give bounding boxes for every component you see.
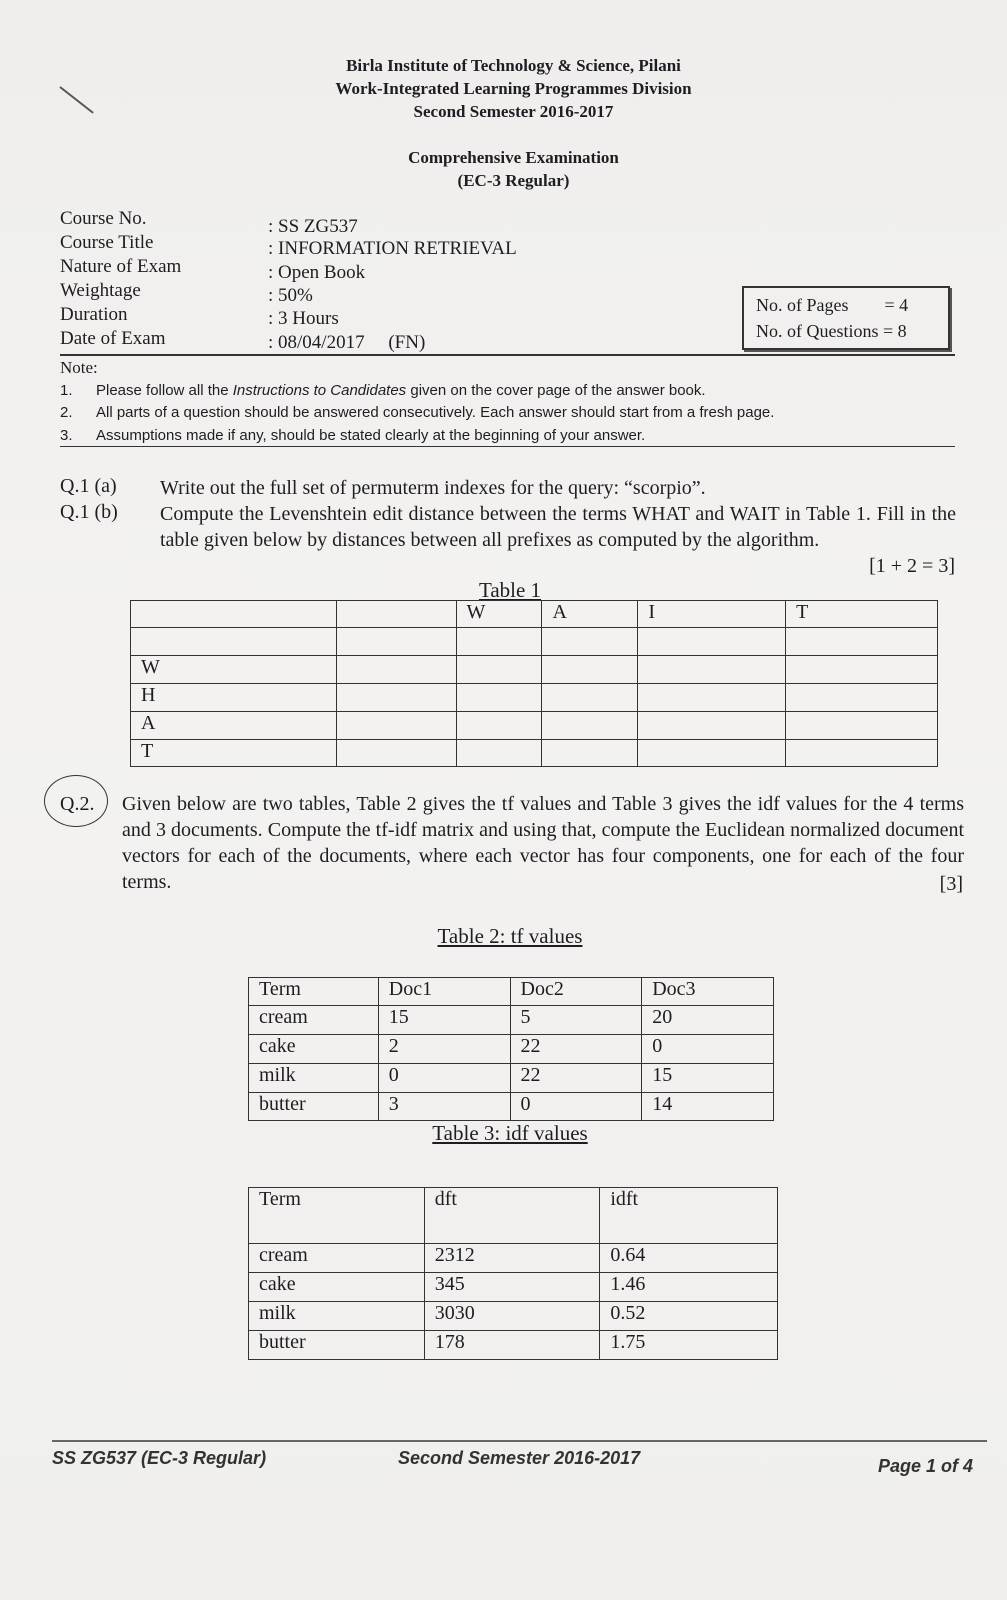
table-cell <box>786 740 938 767</box>
table-cell <box>638 628 786 656</box>
meta-value: : INFORMATION RETRIEVAL <box>268 238 517 259</box>
institute-name: Birla Institute of Technology & Science, Pilani <box>346 56 681 75</box>
note-number: 2. <box>60 404 73 421</box>
table-cell: W <box>456 601 542 628</box>
table-cell: 1.75 <box>600 1331 778 1360</box>
question-label: Q.1 (b) <box>60 501 118 523</box>
table-cell <box>542 712 638 740</box>
question-marks: [1 + 2 = 3] <box>869 555 955 577</box>
table-cell: 15 <box>378 1006 510 1035</box>
note-text: given on the cover page of the answer book. <box>406 382 706 399</box>
note-item <box>60 427 645 444</box>
meta-value: : SS ZG537 <box>268 216 358 237</box>
table-cell: butter <box>249 1093 379 1121</box>
question-marks: [3] <box>939 873 963 895</box>
meta-value: : 3 Hours <box>268 308 339 329</box>
divider <box>60 446 955 447</box>
meta-label: Weightage <box>60 280 141 301</box>
table-cell: 178 <box>424 1331 600 1360</box>
question-text: Given below are two tables, Table 2 gives the tf values and Table 3 gives the idf values for the 4 terms and 3 documents. Compute the tf-idf matrix and using that, compute the Euclidean normalized document vectors for each of the documents, where each vector has four components, one for each of the four terms. <box>122 793 964 893</box>
table-row <box>249 1093 774 1121</box>
note-item <box>60 382 706 399</box>
note-text: All parts of a question should be answered consecutively. Each answer should start from a fresh page. <box>96 404 775 421</box>
table-cell: 0 <box>378 1064 510 1093</box>
table-cell <box>336 740 456 767</box>
question-label: Q.2. <box>60 793 95 815</box>
table-cell: 0 <box>642 1035 774 1064</box>
meta-label: Nature of Exam <box>60 256 182 277</box>
questions-count: No. of Questions = 8 <box>756 321 907 341</box>
table-caption: Table 3: idf values <box>432 1121 588 1145</box>
note-number: 1. <box>60 382 73 399</box>
table-cell <box>131 628 337 656</box>
table-row <box>131 656 938 684</box>
table-cell <box>456 628 542 656</box>
meta-value: : 50% <box>268 285 313 306</box>
table-row <box>131 684 938 712</box>
levenshtein-table <box>130 600 938 767</box>
footer-page: Page 1 of 4 <box>878 1456 974 1476</box>
table-cell: 2312 <box>424 1244 600 1273</box>
exam-type: (EC-3 Regular) <box>457 171 570 190</box>
note-italic: Instructions to Candidates <box>232 382 407 399</box>
table-cell: cream <box>249 1006 379 1035</box>
exam-title: Comprehensive Examination <box>408 148 619 167</box>
meta-label: Course Title <box>60 232 154 253</box>
table-header-row <box>249 1188 778 1244</box>
table-cell: 2 <box>378 1035 510 1064</box>
table-cell <box>336 628 456 656</box>
table-cell: 3030 <box>424 1302 600 1331</box>
meta-value: : 08/04/2017 (FN) <box>268 332 426 353</box>
semester-label: Second Semester 2016-2017 <box>413 102 614 121</box>
table-cell <box>336 712 456 740</box>
table-header-row <box>249 978 774 1006</box>
table-cell: cream <box>249 1244 425 1273</box>
table-cell: 15 <box>642 1064 774 1093</box>
note-text: Please follow all the <box>96 382 233 399</box>
table-cell: 0.52 <box>600 1302 778 1331</box>
table-cell: Term <box>249 978 379 1006</box>
table-cell: milk <box>249 1302 425 1331</box>
table-cell <box>456 684 542 712</box>
table-cell: 5 <box>510 1006 642 1035</box>
pages-count: No. of Pages = 4 <box>756 295 909 315</box>
table-cell: H <box>131 684 337 712</box>
table-cell <box>786 684 938 712</box>
footer-divider <box>52 1440 987 1442</box>
table-cell: Doc2 <box>510 978 642 1006</box>
table-cell: cake <box>249 1273 425 1302</box>
division-name: Work-Integrated Learning Programmes Division <box>335 79 692 98</box>
table-row <box>249 1064 774 1093</box>
table-cell <box>131 601 337 628</box>
table-row <box>131 628 938 656</box>
footer-semester: Second Semester 2016-2017 <box>398 1448 641 1468</box>
table-cell <box>786 712 938 740</box>
meta-label: Date of Exam <box>60 328 166 349</box>
table-cell <box>336 656 456 684</box>
table-cell: Doc1 <box>378 978 510 1006</box>
note-text: Assumptions made if any, should be stated clearly at the beginning of your answer. <box>96 427 646 444</box>
table-cell <box>542 628 638 656</box>
table-cell: A <box>542 601 638 628</box>
table-cell: 0.64 <box>600 1244 778 1273</box>
table-cell: 3 <box>378 1093 510 1121</box>
table-cell <box>542 684 638 712</box>
table-cell: 1.46 <box>600 1273 778 1302</box>
footer-course: SS ZG537 (EC-3 Regular) <box>52 1448 267 1468</box>
table-cell: dft <box>424 1188 600 1244</box>
question-label: Q.1 (a) <box>60 475 117 497</box>
table-row <box>131 740 938 767</box>
table-row <box>249 1302 778 1331</box>
table-cell: cake <box>249 1035 379 1064</box>
table-cell: T <box>786 601 938 628</box>
divider <box>60 354 955 356</box>
table-cell <box>456 712 542 740</box>
table-row <box>249 1273 778 1302</box>
meta-label: Course No. <box>60 208 147 229</box>
table-cell: 14 <box>642 1093 774 1121</box>
table-cell <box>638 684 786 712</box>
table-cell <box>638 740 786 767</box>
table-row <box>249 1244 778 1273</box>
table-cell <box>336 601 456 628</box>
note-item <box>60 404 774 421</box>
table-cell: T <box>131 740 337 767</box>
table-row <box>249 1331 778 1360</box>
table-cell <box>456 740 542 767</box>
table-cell: 20 <box>642 1006 774 1035</box>
table-cell: W <box>131 656 337 684</box>
table-cell <box>786 628 938 656</box>
pages-questions-box <box>742 286 950 350</box>
table-cell <box>542 740 638 767</box>
table-cell <box>638 656 786 684</box>
table-cell: Term <box>249 1188 425 1244</box>
meta-value: : Open Book <box>268 262 366 283</box>
table-cell: milk <box>249 1064 379 1093</box>
table-row <box>131 712 938 740</box>
table-cell <box>542 656 638 684</box>
table-row <box>249 1006 774 1035</box>
table-header-row <box>131 601 938 628</box>
idf-table <box>248 1187 778 1360</box>
table-cell: A <box>131 712 337 740</box>
table-cell: idft <box>600 1188 778 1244</box>
table-cell: 345 <box>424 1273 600 1302</box>
table-cell: I <box>638 601 786 628</box>
table-cell <box>786 656 938 684</box>
table-caption: Table 1 <box>478 578 542 602</box>
note-number: 3. <box>60 427 73 444</box>
table-cell: butter <box>249 1331 425 1360</box>
table-row <box>249 1035 774 1064</box>
tf-table <box>248 977 774 1121</box>
question-text: Write out the full set of permuterm indexes for the query: “scorpio”. <box>160 477 706 499</box>
table-cell: 0 <box>510 1093 642 1121</box>
meta-label: Duration <box>60 304 128 325</box>
note-title: Note: <box>60 358 98 377</box>
table-caption: Table 2: tf values <box>437 924 583 948</box>
table-cell: 22 <box>510 1035 642 1064</box>
question-text: Compute the Levenshtein edit distance between the terms WHAT and WAIT in Table 1. Fill in the table given below by distances between all prefixes as computed by the algorithm. <box>160 503 956 551</box>
table-cell <box>336 684 456 712</box>
table-cell <box>456 656 542 684</box>
table-cell: Doc3 <box>642 978 774 1006</box>
table-cell <box>638 712 786 740</box>
table-cell: 22 <box>510 1064 642 1093</box>
